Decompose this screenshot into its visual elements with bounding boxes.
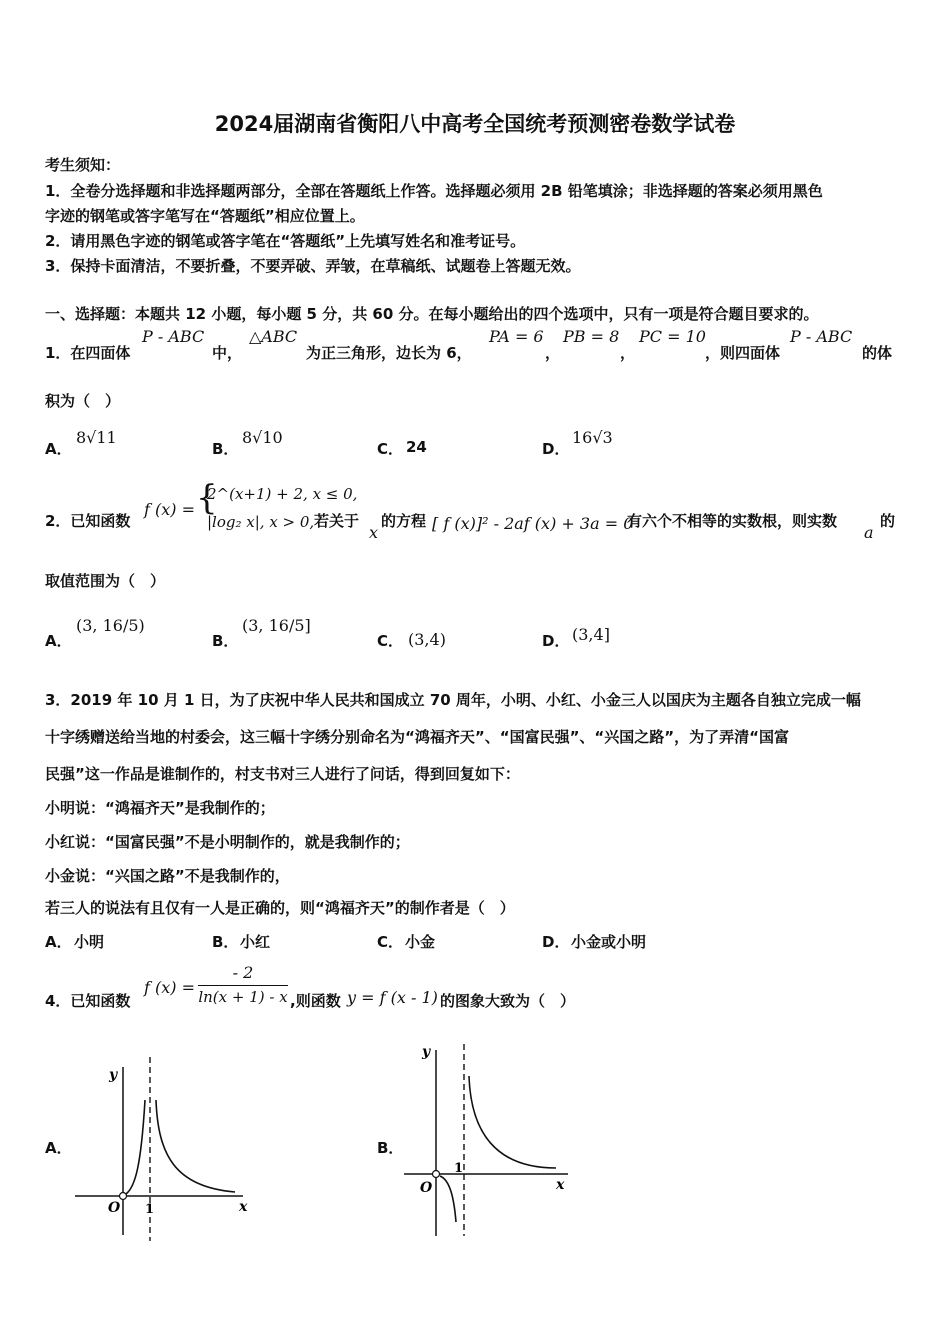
q3-option-d-value: 小金或小明: [571, 933, 647, 951]
curve-right-branch: [469, 1076, 556, 1168]
q4-text-3: 的图象大致为（ ）: [440, 992, 576, 1010]
q1-math-triangle: △ABC: [249, 327, 298, 346]
q2-var-x: x: [369, 523, 379, 542]
q4-shifted-function: y = f (x - 1): [347, 988, 438, 1007]
q2-var-a: a: [864, 523, 874, 542]
q2-text-1: 2．已知函数: [45, 512, 131, 530]
q3-option-c-label: C．: [377, 933, 404, 951]
q1-text-4: ，则四面体: [705, 344, 781, 362]
q2-case-2: |log₂ x|, x > 0,: [207, 513, 315, 531]
q3-line-7: 若三人的说法有且仅有一人是正确的，则“鸿福齐天”的制作者是（ ）: [45, 899, 515, 917]
q1-option-d-label: D．: [542, 440, 570, 458]
q1-text-2: 中，: [212, 344, 243, 362]
q3-line-6: 小金说：“兴国之路”不是我制作的，: [45, 867, 290, 885]
q2-equation: [ f (x)]² - 2af (x) + 3a = 0: [432, 514, 634, 533]
notice-item-1-line-1: 1．全卷分选择题和非选择题两部分，全部在答题纸上作答。选择题必须用 2B 铅笔填涂；非选择题的答案必须用黑色: [45, 182, 823, 200]
y-axis-label: y: [422, 1044, 431, 1060]
q4-graph-b: [398, 1040, 578, 1240]
x-axis-label: x: [239, 1199, 248, 1215]
curve-left-branch: [126, 1100, 145, 1194]
q3-line-2: 十字绣赠送给当地的村委会，这三幅十字绣分别命名为“鸿福齐天”、“国富民强”、“兴国之路”，为了弄清“国富: [45, 728, 790, 746]
curve-left-branch: [440, 1176, 456, 1222]
q3-option-d-label: D．: [542, 933, 570, 951]
x-axis-label: x: [556, 1177, 565, 1193]
origin-hole: [433, 1171, 440, 1178]
q2-text-2: 若关于: [314, 512, 360, 530]
curve-right-branch: [156, 1100, 235, 1192]
notice-item-1-line-2: 字迹的钢笔或答字笔写在“答题纸”相应位置上。: [45, 207, 365, 225]
q2-option-c-value: (3,4): [408, 630, 446, 649]
q2-option-c-label: C．: [377, 632, 404, 650]
notice-item-2: 2．请用黑色字迹的钢笔或答字笔在“答题纸”上先填写姓名和准考证号。: [45, 232, 526, 250]
q1-text-3: 为正三角形，边长为 6，: [306, 344, 472, 362]
q4-fraction-denominator: ln(x + 1) - x: [198, 988, 288, 1006]
notice-item-3: 3．保持卡面清洁，不要折叠，不要弄破、弄皱，在草稿纸、试题卷上答题无效。: [45, 257, 581, 275]
q4-function-name: f (x) =: [144, 978, 196, 997]
q2-option-b-value: (3, 16/5]: [242, 616, 311, 635]
q1-option-c-label: C．: [377, 440, 404, 458]
y-axis-label: y: [109, 1067, 118, 1083]
q4-text-2: ,则函数: [290, 992, 341, 1010]
q4-option-a-label: A．: [45, 1139, 72, 1157]
q4-graph-a: [65, 1055, 255, 1245]
q2-option-a-value: (3, 16/5): [76, 616, 145, 635]
q1-math-pc: PC = 10: [639, 327, 706, 346]
q1-option-a-value: 8√11: [76, 428, 117, 447]
q3-line-1: 3．2019 年 10 月 1 日，为了庆祝中华人民共和国成立 70 周年，小明、小红、小金三人以国庆为主题各自独立完成一幅: [45, 691, 861, 709]
q2-option-d-value: (3,4]: [572, 625, 610, 644]
q1-math-pa: PA = 6: [489, 327, 544, 346]
origin-hole: [120, 1193, 127, 1200]
q2-text-4: 有六个不相等的实数根，则实数: [627, 512, 838, 530]
q2-case-1: 2^(x+1) + 2, x ≤ 0,: [207, 485, 358, 503]
q3-option-b-value: 小红: [240, 933, 271, 951]
q4-text-1: 4．已知函数: [45, 992, 131, 1010]
q1-option-a-label: A．: [45, 440, 72, 458]
origin-label: O: [420, 1180, 433, 1196]
q1-text-5: 的体: [862, 344, 893, 362]
tick-one-label: 1: [145, 1202, 155, 1217]
q3-option-a-label: A．: [45, 933, 72, 951]
q2-function-name: f (x) =: [144, 500, 196, 519]
q1-math-tetrahedron-2: P - ABC: [790, 327, 853, 346]
tick-one-label: 1: [454, 1161, 464, 1176]
q2-text-line-2: 取值范围为（ ）: [45, 572, 166, 590]
q1-option-d-value: 16√3: [572, 428, 613, 447]
q3-option-a-value: 小明: [74, 933, 105, 951]
origin-label: O: [108, 1200, 121, 1216]
q2-option-b-label: B．: [212, 632, 239, 650]
q2-piecewise-brace: {: [196, 478, 218, 518]
notice-heading: 考生须知：: [45, 156, 121, 174]
q4-fraction-bar: [198, 985, 288, 986]
q3-option-b-label: B．: [212, 933, 239, 951]
q3-line-4: 小明说：“鸿福齐天”是我制作的；: [45, 799, 275, 817]
q3-line-3: 民强”这一作品是谁制作的，村支书对三人进行了问话，得到回复如下：: [45, 765, 520, 783]
q3-option-c-value: 小金: [405, 933, 436, 951]
q2-text-5: 的: [880, 512, 896, 530]
q2-option-d-label: D．: [542, 632, 570, 650]
q4-fraction-numerator: - 2: [232, 963, 254, 982]
q1-option-b-label: B．: [212, 440, 239, 458]
q1-text-1: 1．在四面体: [45, 344, 131, 362]
section-heading-choice: 一、选择题：本题共 12 小题，每小题 5 分，共 60 分。在每小题给出的四个选项中，只有一项是符合题目要求的。: [45, 305, 819, 323]
q1-option-c-value: 24: [406, 438, 427, 456]
q1-text-line-2: 积为（ ）: [45, 392, 121, 410]
q2-text-3: 的方程: [381, 512, 427, 530]
q1-comma-1: ，: [545, 344, 561, 362]
q3-line-5: 小红说：“国富民强”不是小明制作的，就是我制作的；: [45, 833, 410, 851]
q1-option-b-value: 8√10: [242, 428, 283, 447]
exam-title: 2024届湖南省衡阳八中高考全国统考预测密卷数学试卷: [214, 112, 736, 136]
q2-option-a-label: A．: [45, 632, 72, 650]
q1-math-tetrahedron: P - ABC: [142, 327, 205, 346]
q4-option-b-label: B．: [377, 1139, 404, 1157]
q1-comma-2: ，: [620, 344, 636, 362]
q1-math-pb: PB = 8: [563, 327, 620, 346]
